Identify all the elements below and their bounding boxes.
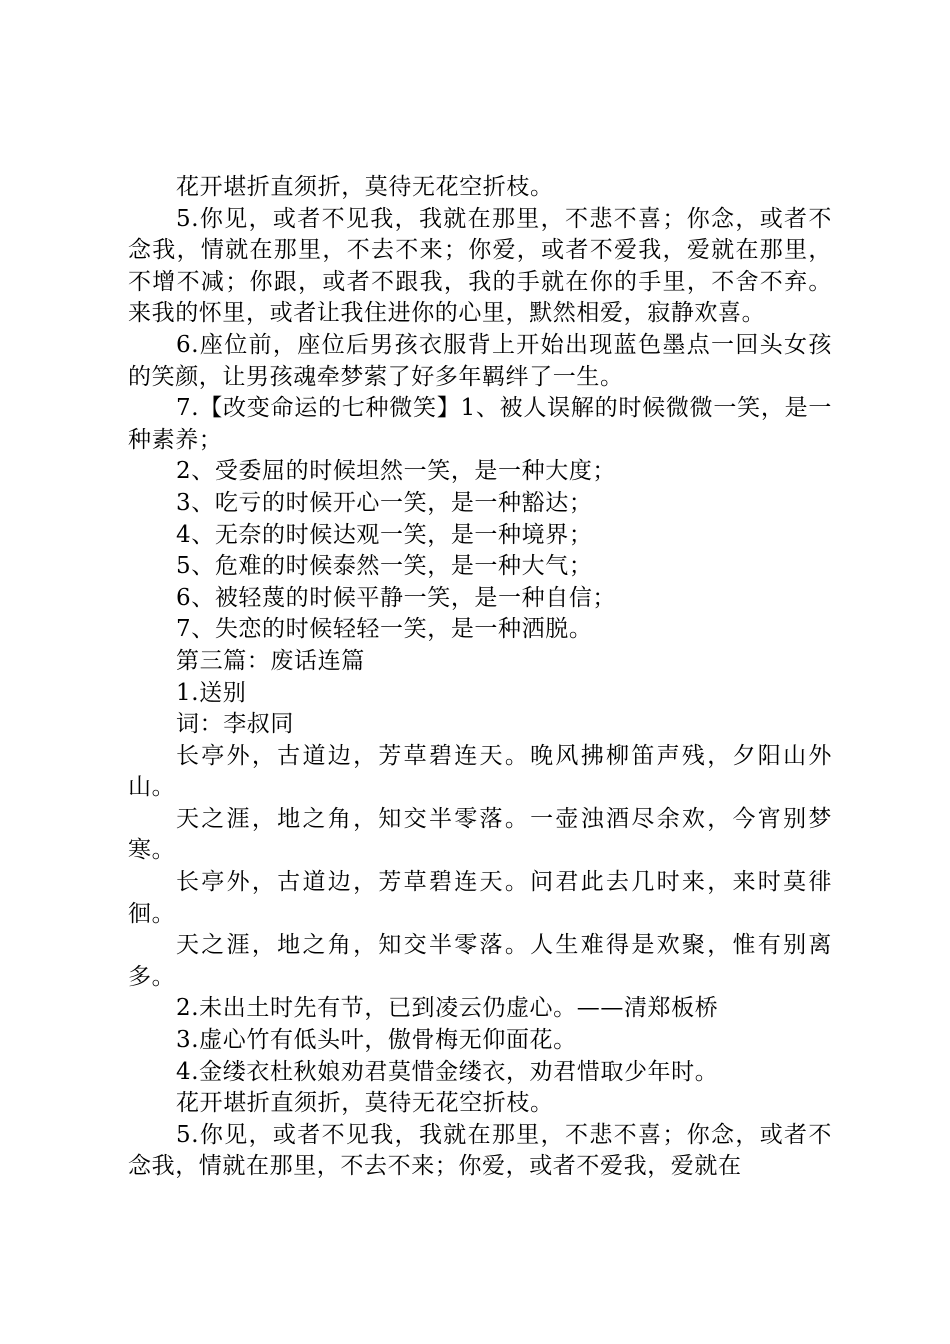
paragraph-item-7: 7.【改变命运的七种微笑】1、被人误解的时候微微一笑，是一种素养； xyxy=(128,395,832,453)
section-heading: 第三篇：废话连篇 xyxy=(176,647,365,674)
paragraph-poem-line: 花开堪折直须折，莫待无花空折枝。 xyxy=(176,174,554,200)
paragraph-smile-6: 6、被轻蔑的时候平静一笑，是一种自信； xyxy=(176,584,617,611)
paragraph-lyric-3: 长亭外，古道边，芳草碧连天。问君此去几时来，来时莫徘徊。 xyxy=(128,869,832,927)
paragraph-smile-3: 3、吃亏的时候开心一笑，是一种豁达； xyxy=(176,489,593,516)
paragraph-lyricist: 词：李叔同 xyxy=(176,711,294,738)
paragraph-smile-7: 7、失恋的时候轻轻一笑，是一种洒脱。 xyxy=(176,616,593,643)
paragraph-item-2: 2.未出土时先有节，已到凌云仍虚心。——清郑板桥 xyxy=(176,995,719,1022)
paragraph-poem-line-repeat: 花开堪折直须折，莫待无花空折枝。 xyxy=(176,1090,554,1117)
paragraph-lyric-2: 天之涯，地之角，知交半零落。一壶浊酒尽余欢，今宵别梦寒。 xyxy=(128,805,832,864)
paragraph-item-6: 6.座位前，座位后男孩衣服背上开始出现蓝色墨点一回头女孩的笑颜，让男孩魂牵梦萦了好多年羁绊了一生。 xyxy=(128,331,832,390)
paragraph-lyric-4: 天之涯，地之角，知交半零落。人生难得是欢聚，惟有别离多。 xyxy=(128,932,832,990)
paragraph-smile-4: 4、无奈的时候达观一笑，是一种境界； xyxy=(176,521,593,548)
paragraph-lyric-1: 长亭外，古道边，芳草碧连天。晚风拂柳笛声残，夕阳山外山。 xyxy=(128,742,832,801)
paragraph-item-3: 3.虚心竹有低头叶，傲骨梅无仰面花。 xyxy=(176,1027,577,1054)
paragraph-smile-5: 5、危难的时候泰然一笑，是一种大气； xyxy=(176,553,593,580)
paragraph-item-5: 5.你见，或者不见我，我就在那里，不悲不喜；你念，或者不念我，情就在那里，不去不来；你爱，或者不爱我，爱就在那里，不增不减；你跟，或者不跟我，我的手就在你的手里，不舍不弃。来我的怀里，或者让我住进你的心里，默然相爱，寂静欢喜。 xyxy=(128,205,832,327)
document-body xyxy=(128,172,832,1183)
paragraph-item-4: 4.金缕衣杜秋娘劝君莫惜金缕衣，劝君惜取少年时。 xyxy=(176,1058,719,1085)
paragraph-song-title: 1.送别 xyxy=(176,679,247,706)
paragraph-smile-2: 2、受委屈的时候坦然一笑，是一种大度； xyxy=(176,458,617,485)
paragraph-item-5-repeat: 5.你见，或者不见我，我就在那里，不悲不喜；你念，或者不念我，情就在那里，不去不来；你爱，或者不爱我，爱就在 xyxy=(128,1121,832,1180)
